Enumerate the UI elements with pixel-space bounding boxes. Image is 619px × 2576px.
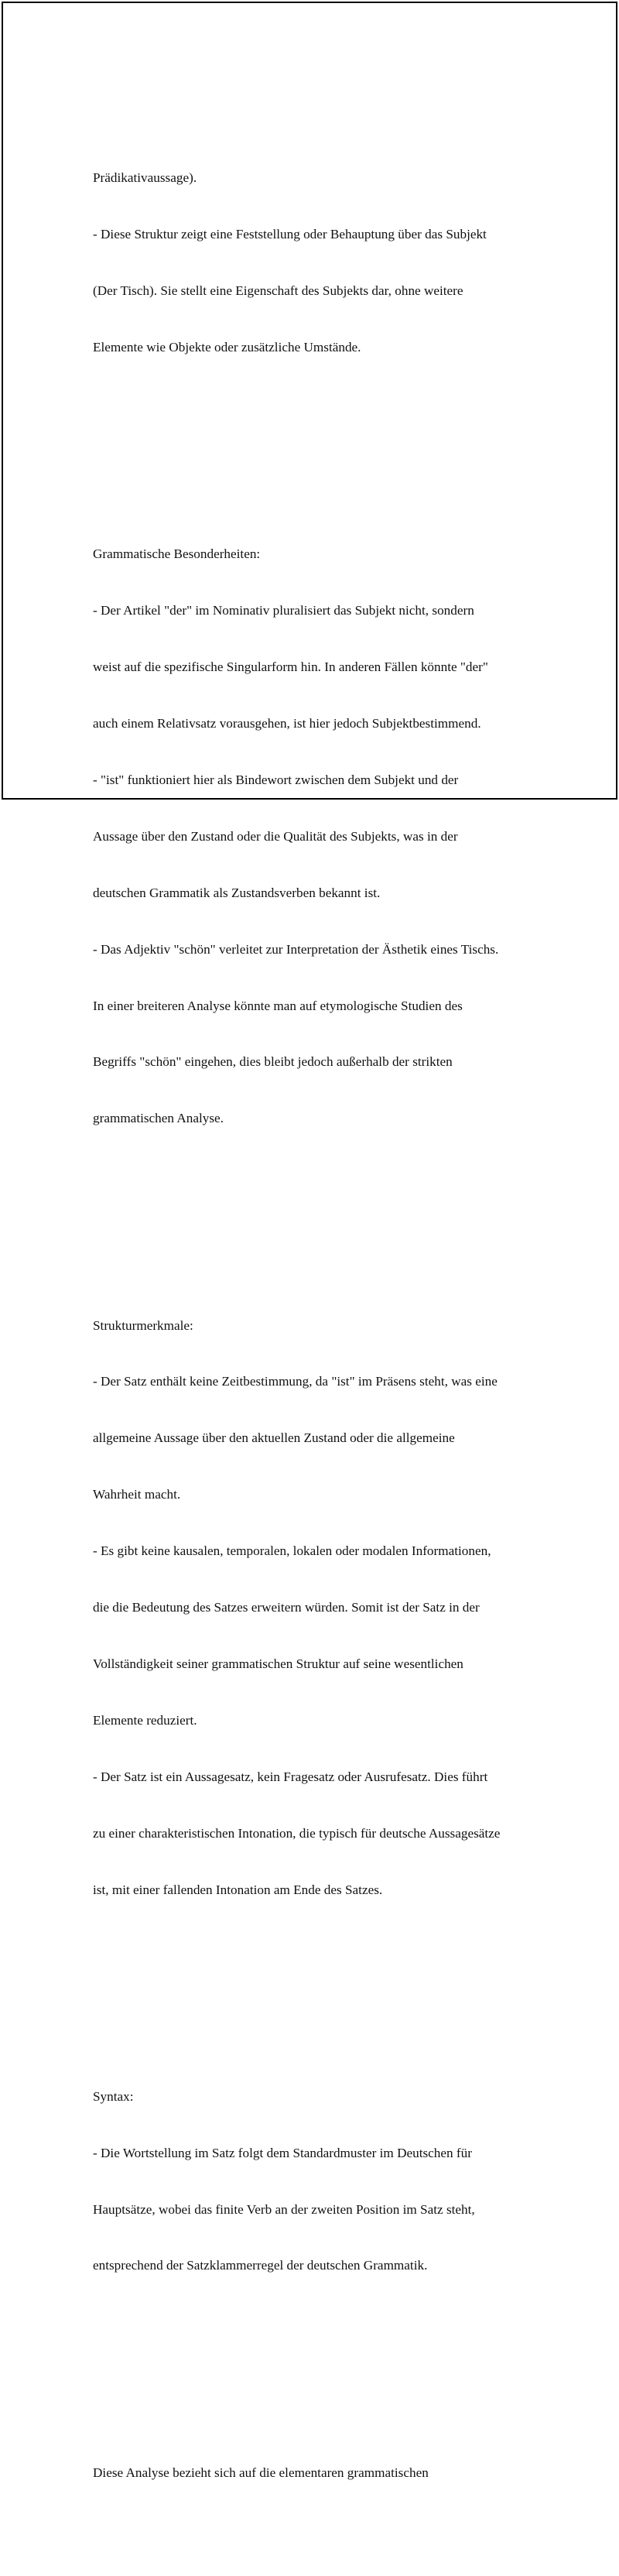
paragraph-gap [93,2351,542,2369]
document-body [93,75,542,2576]
section-grammatische-besonderheiten [93,508,542,1166]
paragraph-gap [93,1204,542,1222]
text-line: auch einem Relativsatz vorausgehen, ist hier jedoch Subjektbestimmend. [93,716,481,731]
text-line: ist, mit einer fallenden Intonation am Ende des Satzes. [93,1882,383,1897]
text-line: - Es gibt keine kausalen, temporalen, lokalen oder modalen Informationen, [93,1543,491,1559]
text-line: - Das Adjektiv "schön" verleitet zur Interpretation der Ästhetik eines Tischs. [93,941,499,957]
section-intro [93,132,542,395]
text-line: - Der Artikel "der" im Nominativ pluralisiert das Subjekt nicht, sondern [93,603,474,618]
section-heading: Syntax: [93,2088,134,2104]
text-line: Hauptsätze, wobei das finite Verb an der zweiten Position im Satz steht, [93,2201,475,2217]
text-line: allgemeine Aussage über den aktuellen Zustand oder die allgemeine [93,1430,455,1446]
text-line: Prädikativaussage). [93,170,197,186]
section-heading: Strukturmerkmale: [93,1317,193,1333]
section-conclusion [93,2426,542,2519]
text-line: Diese Analyse bezieht sich auf die elementaren grammatischen [93,2465,429,2480]
text-line: - Der Satz enthält keine Zeitbestimmung, da "ist" im Präsens steht, was eine [93,1374,498,1389]
document-page [2,2,617,2480]
text-line: Vollständigkeit seiner grammatischen Struktur auf seine wesentlichen [93,1656,463,1671]
section-heading: Grammatische Besonderheiten: [93,546,261,562]
text-line: - Der Satz ist ein Aussagesatz, kein Fragesatz oder Ausrufesatz. Dies führt [93,1769,488,1784]
text-line: - Diese Struktur zeigt eine Feststellung oder Behauptung über das Subjekt [93,227,487,242]
text-line: die die Bedeutung des Satzes erweitern würden. Somit ist der Satz in der [93,1600,480,1615]
text-line: Begriffs "schön" eingehen, dies bleibt jedoch außerhalb der strikten [93,1054,453,1070]
text-line: deutschen Grammatik als Zustandsverben bekannt ist. [93,885,381,900]
text-line: (Der Tisch). Sie stellt eine Eigenschaft des Subjekts dar, ohne weitere [93,283,463,299]
text-line: Aussage über den Zustand oder die Qualität des Subjekts, was in der [93,828,458,844]
paragraph-gap [93,1975,542,1993]
text-line: - "ist" funktioniert hier als Bindewort zwischen dem Subjekt und der [93,772,459,787]
section-strukturmerkmale [93,1279,542,1937]
text-line: weist auf die spezifische Singularform hin. In anderen Fällen könnte "der" [93,659,488,675]
section-syntax [93,2050,542,2313]
text-line: Elemente wie Objekte oder zusätzliche Umstände. [93,340,361,355]
paragraph-gap [93,433,542,451]
text-line: entsprechend der Satzklammerregel der deutschen Grammatik. [93,2258,428,2273]
text-line: In einer breiteren Analyse könnte man auf etymologische Studien des [93,998,463,1013]
text-line: Wahrheit macht. [93,1487,181,1502]
text-line: Elemente reduziert. [93,1712,197,1728]
text-line: - Die Wortstellung im Satz folgt dem Standardmuster im Deutschen für [93,2145,472,2160]
text-line: zu einer charakteristischen Intonation, die typisch für deutsche Aussagesätze [93,1825,501,1841]
text-line: grammatischen Analyse. [93,1111,224,1126]
